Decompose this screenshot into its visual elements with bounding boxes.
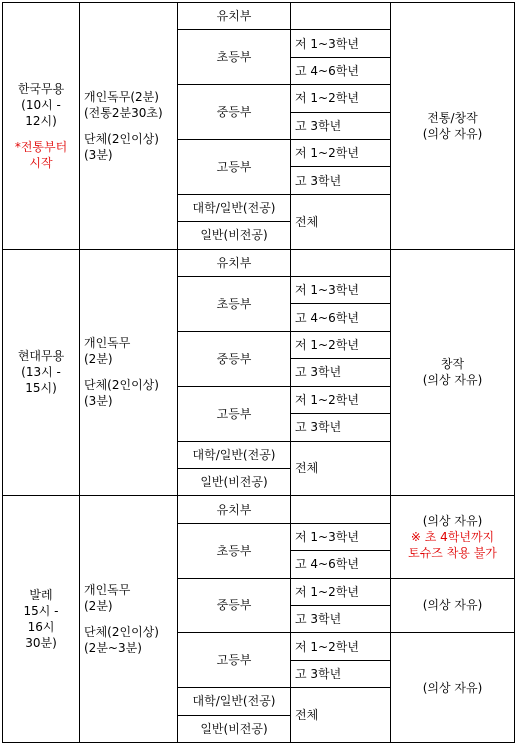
grade-cell-all: 전체	[291, 194, 391, 249]
content-cell-ballet-elementary: (의상 자유) ※ 초 4학년까지 토슈즈 착용 불가	[391, 496, 515, 578]
division-general: 일반(비전공)	[178, 715, 291, 742]
grade-empty	[291, 249, 391, 276]
grade-cell: 고 3학년	[291, 112, 391, 139]
division-kindergarten: 유치부	[178, 249, 291, 276]
grade-empty	[291, 496, 391, 523]
division-high: 고등부	[178, 140, 291, 195]
grade-cell-all: 전체	[291, 441, 391, 496]
division-college: 대학/일반(전공)	[178, 441, 291, 468]
genre-note: *전통부터	[14, 139, 68, 154]
toe-shoe-warning: ※ 초 4학년까지	[410, 529, 495, 544]
grade-cell: 저 1~2학년	[291, 140, 391, 167]
grade-cell: 저 1~2학년	[291, 633, 391, 660]
division-general: 일반(비전공)	[178, 468, 291, 495]
format-cell-ballet: 개인독무 (2분) 단체(2인이상) (2분~3분)	[80, 496, 178, 743]
content-cell-ballet-high: (의상 자유)	[391, 633, 515, 743]
grade-cell: 저 1~2학년	[291, 386, 391, 413]
division-middle: 중등부	[178, 578, 291, 633]
grade-cell: 고 3학년	[291, 660, 391, 687]
grade-cell: 고 3학년	[291, 359, 391, 386]
grade-cell: 저 1~3학년	[291, 277, 391, 304]
division-high: 고등부	[178, 633, 291, 688]
genre-cell-modern: 현대무용 (13시 - 15시)	[3, 249, 80, 496]
division-college: 대학/일반(전공)	[178, 194, 291, 221]
division-middle: 중등부	[178, 85, 291, 140]
grade-cell: 고 4~6학년	[291, 304, 391, 331]
grade-cell: 고 3학년	[291, 167, 391, 194]
table-row	[3, 496, 515, 523]
division-middle: 중등부	[178, 331, 291, 386]
division-kindergarten: 유치부	[178, 3, 291, 30]
content-cell-korean: 전통/창작 (의상 자유)	[391, 3, 515, 250]
table-row	[3, 249, 515, 276]
grade-cell: 고 3학년	[291, 414, 391, 441]
grade-cell: 고 3학년	[291, 605, 391, 632]
grade-empty	[291, 3, 391, 30]
grade-cell: 고 4~6학년	[291, 57, 391, 84]
genre-cell-korean: 한국무용 (10시 - 12시) *전통부터 시작	[3, 3, 80, 250]
division-kindergarten: 유치부	[178, 496, 291, 523]
competition-schedule-table	[2, 2, 515, 743]
content-cell-modern: 창작 (의상 자유)	[391, 249, 515, 496]
grade-cell: 저 1~2학년	[291, 578, 391, 605]
division-elementary: 초등부	[178, 277, 291, 332]
grade-cell-all: 전체	[291, 688, 391, 743]
grade-cell: 저 1~2학년	[291, 331, 391, 358]
grade-cell: 저 1~3학년	[291, 30, 391, 57]
table-row	[3, 3, 515, 30]
division-elementary: 초등부	[178, 523, 291, 578]
grade-cell: 저 1~2학년	[291, 85, 391, 112]
division-high: 고등부	[178, 386, 291, 441]
division-college: 대학/일반(전공)	[178, 688, 291, 715]
format-cell-korean: 개인독무(2분) (전통2분30초) 단체(2인이상) (3분)	[80, 3, 178, 250]
genre-cell-ballet: 발레 15시 - 16시 30분)	[3, 496, 80, 743]
division-elementary: 초등부	[178, 30, 291, 85]
format-cell-modern: 개인독무 (2분) 단체(2인이상) (3분)	[80, 249, 178, 496]
grade-cell: 저 1~3학년	[291, 523, 391, 550]
content-cell-ballet-middle: (의상 자유)	[391, 578, 515, 633]
grade-cell: 고 4~6학년	[291, 551, 391, 578]
division-general: 일반(비전공)	[178, 222, 291, 249]
